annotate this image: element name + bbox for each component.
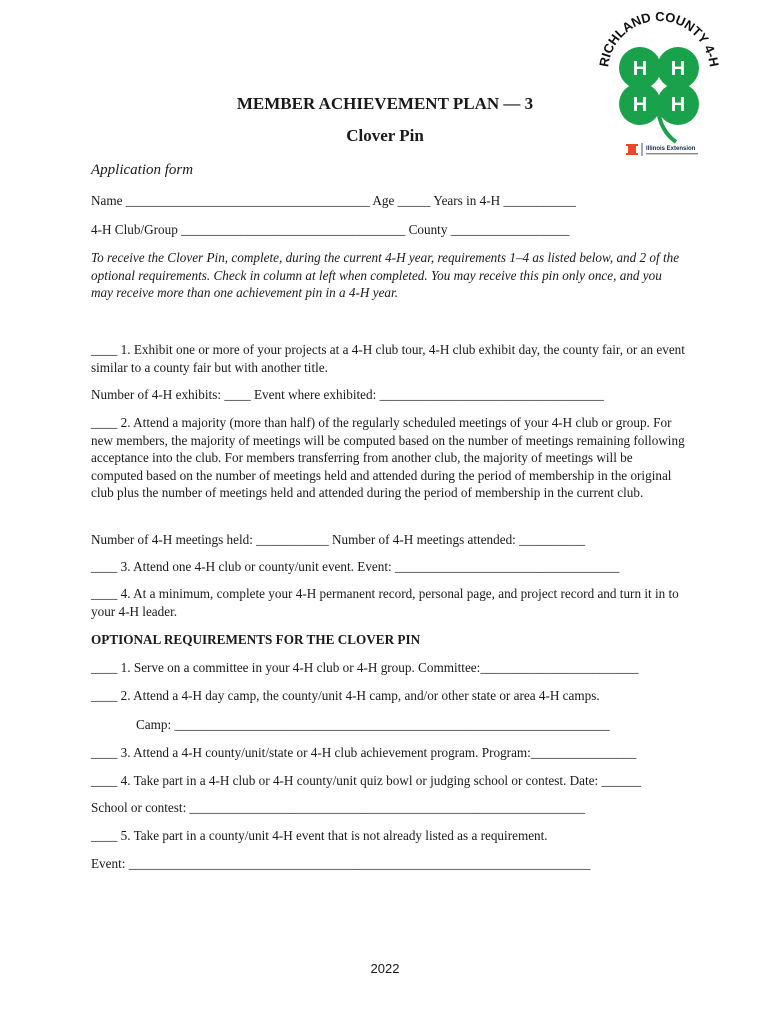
section-label: Application form — [91, 162, 194, 178]
svg-text:H: H — [670, 94, 686, 116]
optional-4-fill: School or contest: ____________________________________________________________ — [91, 800, 586, 815]
requirement-1: ____ 1. Exhibit one or more of your projects at a 4-H club tour, 4-H club exhibit day, the county fair, or an event similar to a county fair but with another title. — [91, 342, 685, 375]
optional-2-fill: Camp: __________________________________________________________________ — [136, 717, 610, 732]
svg-text:H: H — [632, 94, 648, 116]
requirement-2-fill: Number of 4-H meetings held: ___________ Number of 4-H meetings attended: __________ — [91, 532, 586, 547]
footer-year: 2022 — [370, 961, 400, 976]
name-age-years-line: Name _____________________________________ Age _____ Years in 4-H ___________ — [91, 193, 576, 208]
optional-3: ____ 3. Attend a 4-H county/unit/state or 4-H club achievement program. Program:________________ — [91, 745, 637, 760]
logo-arc-text: RICHLAND COUNTY 4-H — [596, 10, 722, 68]
optional-5-fill: Event: ______________________________________________________________________ — [91, 856, 591, 871]
requirement-2: ____ 2. Attend a majority (more than half) of the regularly scheduled meetings of your 4-H club or group. For new members, the majority of meetings will be computed based on the number of meetings remaining following acceptance into the club. For members transferring from another club, the majority of meetings will be computed based on the number of meetings held and attended during the period of membership in the original club plus the number of meetings held and attended during the period of membership in the current club. — [91, 415, 685, 500]
requirement-1-fill: Number of 4-H exhibits: ____ Event where exhibited: __________________________________ — [91, 387, 604, 402]
optional-4: ____ 4. Take part in a 4-H club or 4-H county/unit quiz bowl or judging school or contest. Date: ______ — [91, 773, 642, 788]
optional-1: ____ 1. Serve on a committee in your 4-H club or 4-H group. Committee:________________________ — [91, 660, 639, 675]
illinois-extension-text: Illinois Extension — [646, 146, 696, 152]
optional-2: ____ 2. Attend a 4-H day camp, the county/unit 4-H camp, and/or other state or area 4-H camps. — [91, 688, 600, 703]
optional-heading: OPTIONAL REQUIREMENTS FOR THE CLOVER PIN — [91, 632, 421, 647]
requirement-4: ____ 4. At a minimum, complete your 4-H permanent record, personal page, and project record and turn it in to your 4-H leader. — [91, 586, 679, 619]
requirement-3: ____ 3. Attend one 4-H club or county/unit event. Event: __________________________________ — [91, 559, 620, 574]
club-county-line: 4-H Club/Group __________________________________ County __________________ — [91, 222, 570, 237]
svg-text:H: H — [670, 58, 686, 80]
optional-5: ____ 5. Take part in a county/unit 4-H event that is not already listed as a requirement. — [91, 828, 548, 843]
page-title: MEMBER ACHIEVEMENT PLAN — 3 — [236, 94, 534, 113]
svg-text:H: H — [632, 58, 648, 80]
intro-paragraph: To receive the Clover Pin, complete, during the current 4-H year, requirements 1–4 as listed below, and 2 of the optional requirements. Check in column at left when completed. You may receive this pin only once, and you may receive more than one achievement pin in a 4-H year. — [91, 250, 680, 300]
page-subtitle: Clover Pin — [346, 126, 424, 145]
